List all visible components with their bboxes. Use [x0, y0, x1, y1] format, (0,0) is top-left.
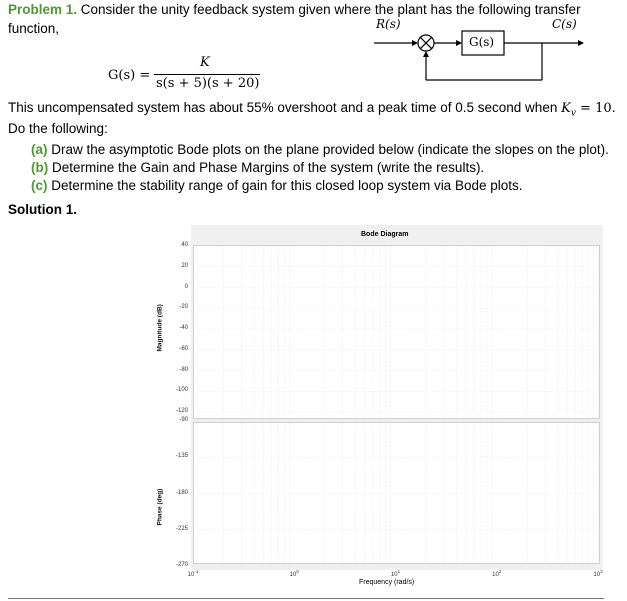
frequency-tick-label	[284, 569, 304, 578]
task-a	[31, 142, 609, 157]
magnitude-tick-label: 20	[181, 262, 188, 269]
frequency-tick-label	[588, 569, 608, 578]
tick-base: 10	[289, 572, 297, 578]
description-text: This uncompensated system has about 55% overshoot and a peak time of 0.5 second when	[8, 100, 562, 115]
magnitude-tick-label: -100	[175, 387, 188, 394]
magnitude-tick-label: -40	[179, 325, 188, 331]
task-c	[31, 178, 523, 193]
problem-line-2: function,	[8, 21, 60, 36]
magnitude-tick-label: 40	[181, 242, 188, 248]
magnitude-axis-label: Magnitude (dB)	[156, 304, 164, 352]
magnitude-tick-label: 0	[184, 283, 188, 290]
phase-axis-label: Phase (deg)	[156, 488, 164, 526]
task-c-label: (c)	[31, 178, 48, 193]
phase-tick-label: -225	[175, 525, 188, 532]
kv-subscript: v	[570, 108, 576, 119]
problem-label: Problem 1.	[8, 2, 78, 17]
task-b	[31, 160, 484, 175]
description-text-end: = 10.	[575, 101, 616, 116]
description-line-2: Do the following:	[8, 121, 108, 136]
chart-title: Bode Diagram	[361, 231, 409, 238]
frequency-tick-label	[386, 569, 406, 578]
frequency-tick-label	[487, 569, 507, 578]
tick-exponent: 1	[397, 569, 401, 574]
tick-base: 10	[593, 572, 601, 578]
magnitude-tick-label: -80	[179, 366, 188, 373]
block-diagram	[372, 14, 587, 86]
input-label: R(s)	[376, 17, 401, 31]
task-a-text: Draw the asymptotic Bode plots on the plane provided below (indicate the slopes on the plot).	[47, 142, 609, 157]
block-label: G(s)	[469, 35, 495, 49]
magnitude-tick-label: -120	[175, 408, 188, 414]
phase-tick-label: -270	[175, 562, 188, 568]
phase-tick-label: -135	[175, 453, 188, 460]
task-b-label: (b)	[31, 160, 49, 175]
task-b-text: Determine the Gain and Phase Margins of the system (write the results).	[48, 160, 485, 175]
magnitude-tick-label: -20	[179, 304, 188, 311]
tick-exponent: 3	[600, 569, 603, 574]
phase-tick-label: -90	[179, 417, 188, 423]
output-label: C(s)	[552, 17, 577, 31]
bode-plot	[191, 225, 603, 570]
tick-base: 10	[492, 572, 499, 578]
x-axis-label: Frequency (rad/s)	[359, 579, 415, 586]
grid-lines	[191, 225, 603, 570]
formula-denominator: s(s + 5)(s + 20)	[156, 76, 260, 91]
solution-label: Solution 1.	[8, 202, 77, 217]
description-line-1	[8, 100, 616, 119]
bottom-rule	[8, 598, 604, 599]
task-c-text: Determine the stability range of gain for this closed loop system via Bode plots.	[47, 178, 523, 193]
kv-symbol: K	[561, 101, 571, 116]
task-a-label: (a)	[31, 142, 48, 157]
fraction-bar	[154, 74, 260, 75]
magnitude-tick-label: -60	[179, 345, 188, 352]
tick-exponent: 2	[498, 569, 502, 574]
frequency-tick-label	[183, 569, 203, 578]
tick-base: 10	[390, 572, 398, 578]
tick-exponent: -1	[194, 569, 199, 574]
tick-exponent: 0	[296, 569, 299, 574]
tick-base: 10	[187, 572, 195, 578]
phase-tick-label: -180	[175, 489, 188, 496]
problem-text: Consider the unity feedback system given where the plant has the following transfer	[77, 2, 581, 17]
formula-numerator: K	[200, 55, 210, 70]
formula-lhs: G(s) =	[108, 68, 151, 83]
